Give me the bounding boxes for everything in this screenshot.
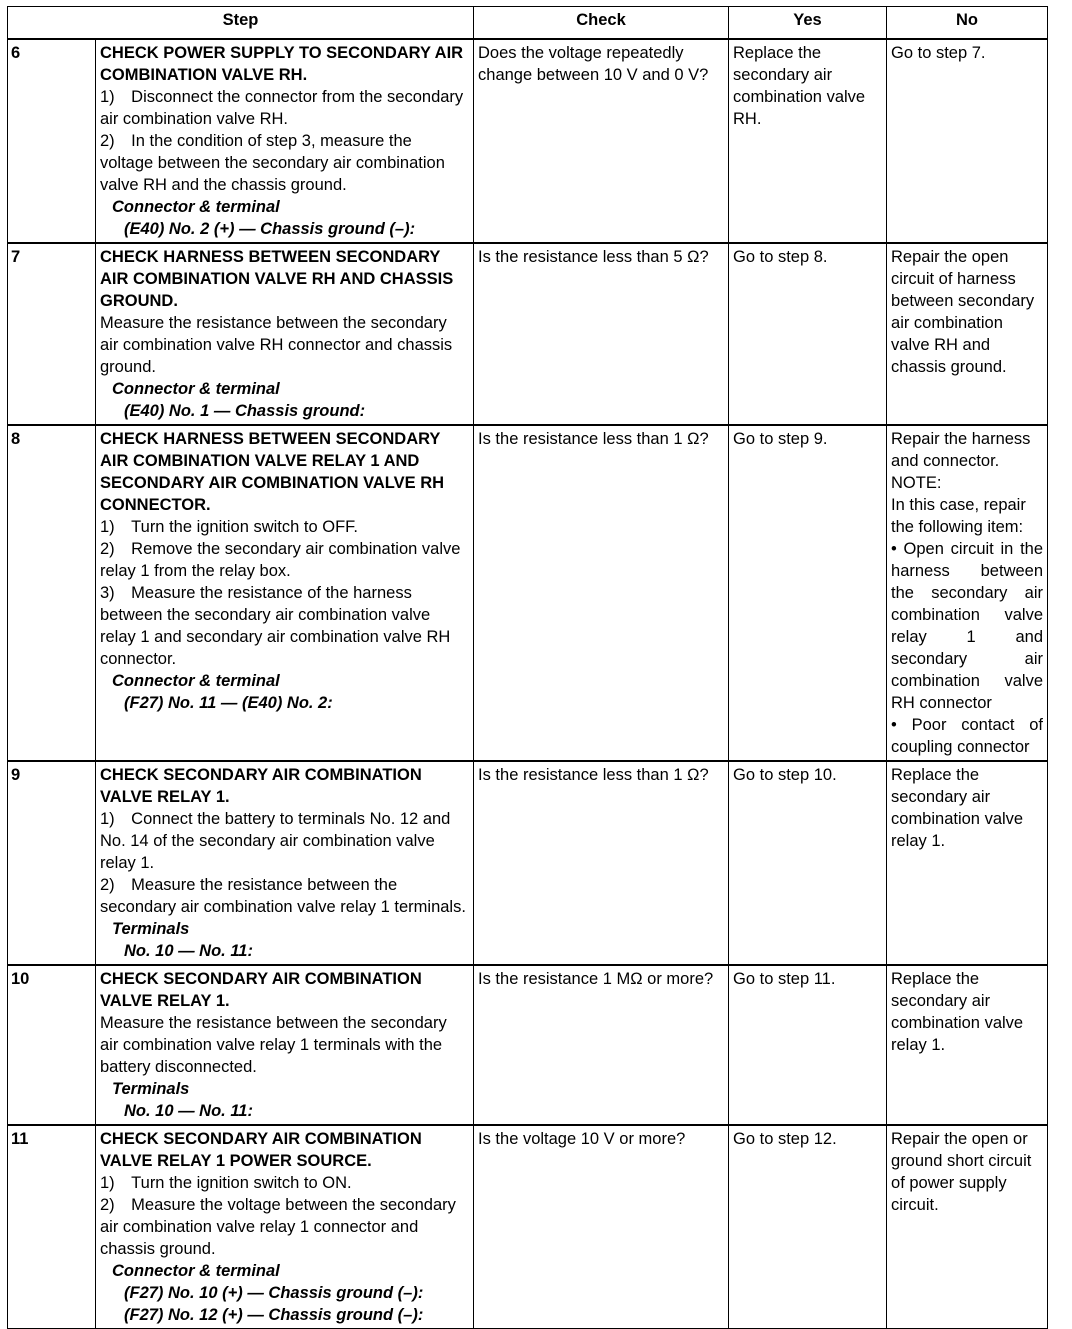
yes-cell: Replace the secondary air combination valve RH. bbox=[729, 39, 887, 243]
table-row bbox=[8, 39, 1048, 243]
terminals-spec: No. 10 — No. 11: bbox=[124, 942, 253, 960]
table-row bbox=[8, 965, 1048, 1125]
step-number: 6 bbox=[8, 39, 96, 243]
no-cell: Go to step 7. bbox=[887, 39, 1048, 243]
step-cell bbox=[96, 1125, 474, 1329]
connector-terminal-label: Connector & terminal bbox=[112, 380, 280, 398]
connector-terminal-spec: (F27) No. 11 — (E40) No. 2: bbox=[124, 694, 333, 712]
header-no: No bbox=[887, 7, 1048, 40]
step-instruction: 2) In the condition of step 3, measure the voltage between the secondary air combination valve RH and the chassis ground. bbox=[100, 132, 445, 194]
step-instruction: 3) Measure the resistance of the harness between the secondary air combination valve relay 1 and secondary air combination valve RH connector. bbox=[100, 584, 451, 668]
header-step: Step bbox=[8, 7, 474, 40]
no-cell bbox=[887, 425, 1048, 761]
connector-terminal-spec: (F27) No. 12 (+) — Chassis ground (–): bbox=[124, 1306, 424, 1324]
no-cell: Replace the secondary air combination valve relay 1. bbox=[887, 761, 1048, 965]
header-check: Check bbox=[474, 7, 729, 40]
note-bullet: • Open circuit in the harness between the secondary air combination valve relay 1 and secondary air combination valve RH connector bbox=[891, 540, 1044, 712]
yes-cell: Go to step 12. bbox=[729, 1125, 887, 1329]
step-number: 11 bbox=[8, 1125, 96, 1329]
no-cell: Replace the secondary air combination valve relay 1. bbox=[887, 965, 1048, 1125]
table-row bbox=[8, 1125, 1048, 1329]
step-title: CHECK SECONDARY AIR COMBINATION VALVE RELAY 1. bbox=[100, 970, 422, 1010]
table-header bbox=[8, 7, 1048, 40]
note-intro: In this case, repair the following item: bbox=[891, 496, 1026, 536]
step-title: CHECK SECONDARY AIR COMBINATION VALVE RELAY 1. bbox=[100, 766, 422, 806]
step-instruction: 1) Turn the ignition switch to OFF. bbox=[100, 518, 358, 536]
step-instruction: Measure the resistance between the secondary air combination valve RH connector and chassis ground. bbox=[100, 314, 453, 376]
step-number: 9 bbox=[8, 761, 96, 965]
step-instruction: 1) Turn the ignition switch to ON. bbox=[100, 1174, 352, 1192]
step-number: 8 bbox=[8, 425, 96, 761]
yes-cell: Go to step 8. bbox=[729, 243, 887, 425]
step-number: 7 bbox=[8, 243, 96, 425]
yes-cell: Go to step 11. bbox=[729, 965, 887, 1125]
step-number: 10 bbox=[8, 965, 96, 1125]
no-action: Repair the harness and connector. bbox=[891, 430, 1031, 470]
diagnostic-table bbox=[7, 6, 1048, 1329]
step-cell bbox=[96, 243, 474, 425]
step-title: CHECK POWER SUPPLY TO SECONDARY AIR COMBINATION VALVE RH. bbox=[100, 44, 464, 84]
step-cell bbox=[96, 965, 474, 1125]
terminals-spec: No. 10 — No. 11: bbox=[124, 1102, 253, 1120]
step-cell bbox=[96, 39, 474, 243]
no-cell: Repair the open or ground short circuit of power supply circuit. bbox=[887, 1125, 1048, 1329]
table-row bbox=[8, 243, 1048, 425]
step-instruction: 1) Disconnect the connector from the secondary air combination valve RH. bbox=[100, 88, 464, 128]
step-instruction: Measure the resistance between the secondary air combination valve relay 1 terminals with the battery disconnected. bbox=[100, 1014, 447, 1076]
check-cell: Is the resistance 1 MΩ or more? bbox=[474, 965, 729, 1125]
yes-cell: Go to step 10. bbox=[729, 761, 887, 965]
connector-terminal-label: Connector & terminal bbox=[112, 198, 280, 216]
step-instruction: 2) Measure the resistance between the secondary air combination valve relay 1 terminals. bbox=[100, 876, 466, 916]
step-title: CHECK HARNESS BETWEEN SECONDARY AIR COMBINATION VALVE RH AND CHASSIS GROUND. bbox=[100, 248, 454, 310]
header-yes: Yes bbox=[729, 7, 887, 40]
step-instruction: 2) Measure the voltage between the secondary air combination valve relay 1 connector and chassis ground. bbox=[100, 1196, 456, 1258]
step-title: CHECK HARNESS BETWEEN SECONDARY AIR COMBINATION VALVE RELAY 1 AND SECONDARY AIR COMBINATION VALVE RH CONNECTOR. bbox=[100, 430, 445, 514]
check-cell: Is the resistance less than 1 Ω? bbox=[474, 761, 729, 965]
step-cell bbox=[96, 761, 474, 965]
step-cell bbox=[96, 425, 474, 761]
check-cell: Is the resistance less than 1 Ω? bbox=[474, 425, 729, 761]
terminals-label: Terminals bbox=[112, 1080, 190, 1098]
connector-terminal-label: Connector & terminal bbox=[112, 1262, 280, 1280]
check-cell: Does the voltage repeatedly change between 10 V and 0 V? bbox=[474, 39, 729, 243]
check-cell: Is the resistance less than 5 Ω? bbox=[474, 243, 729, 425]
step-instruction: 1) Connect the battery to terminals No. 12 and No. 14 of the secondary air combination valve relay 1. bbox=[100, 810, 451, 872]
terminals-label: Terminals bbox=[112, 920, 190, 938]
connector-terminal-spec: (F27) No. 10 (+) — Chassis ground (–): bbox=[124, 1284, 424, 1302]
no-cell: Repair the open circuit of harness between secondary air combination valve RH and chassis ground. bbox=[887, 243, 1048, 425]
yes-cell: Go to step 9. bbox=[729, 425, 887, 761]
note-bullet: • Poor contact of coupling connector bbox=[891, 716, 1044, 756]
connector-terminal-spec: (E40) No. 2 (+) — Chassis ground (–): bbox=[124, 220, 416, 238]
step-title: CHECK SECONDARY AIR COMBINATION VALVE RELAY 1 POWER SOURCE. bbox=[100, 1130, 422, 1170]
note-label: NOTE: bbox=[891, 474, 942, 492]
table-row bbox=[8, 761, 1048, 965]
check-cell: Is the voltage 10 V or more? bbox=[474, 1125, 729, 1329]
connector-terminal-spec: (E40) No. 1 — Chassis ground: bbox=[124, 402, 366, 420]
table-row bbox=[8, 425, 1048, 761]
connector-terminal-label: Connector & terminal bbox=[112, 672, 280, 690]
step-instruction: 2) Remove the secondary air combination valve relay 1 from the relay box. bbox=[100, 540, 461, 580]
